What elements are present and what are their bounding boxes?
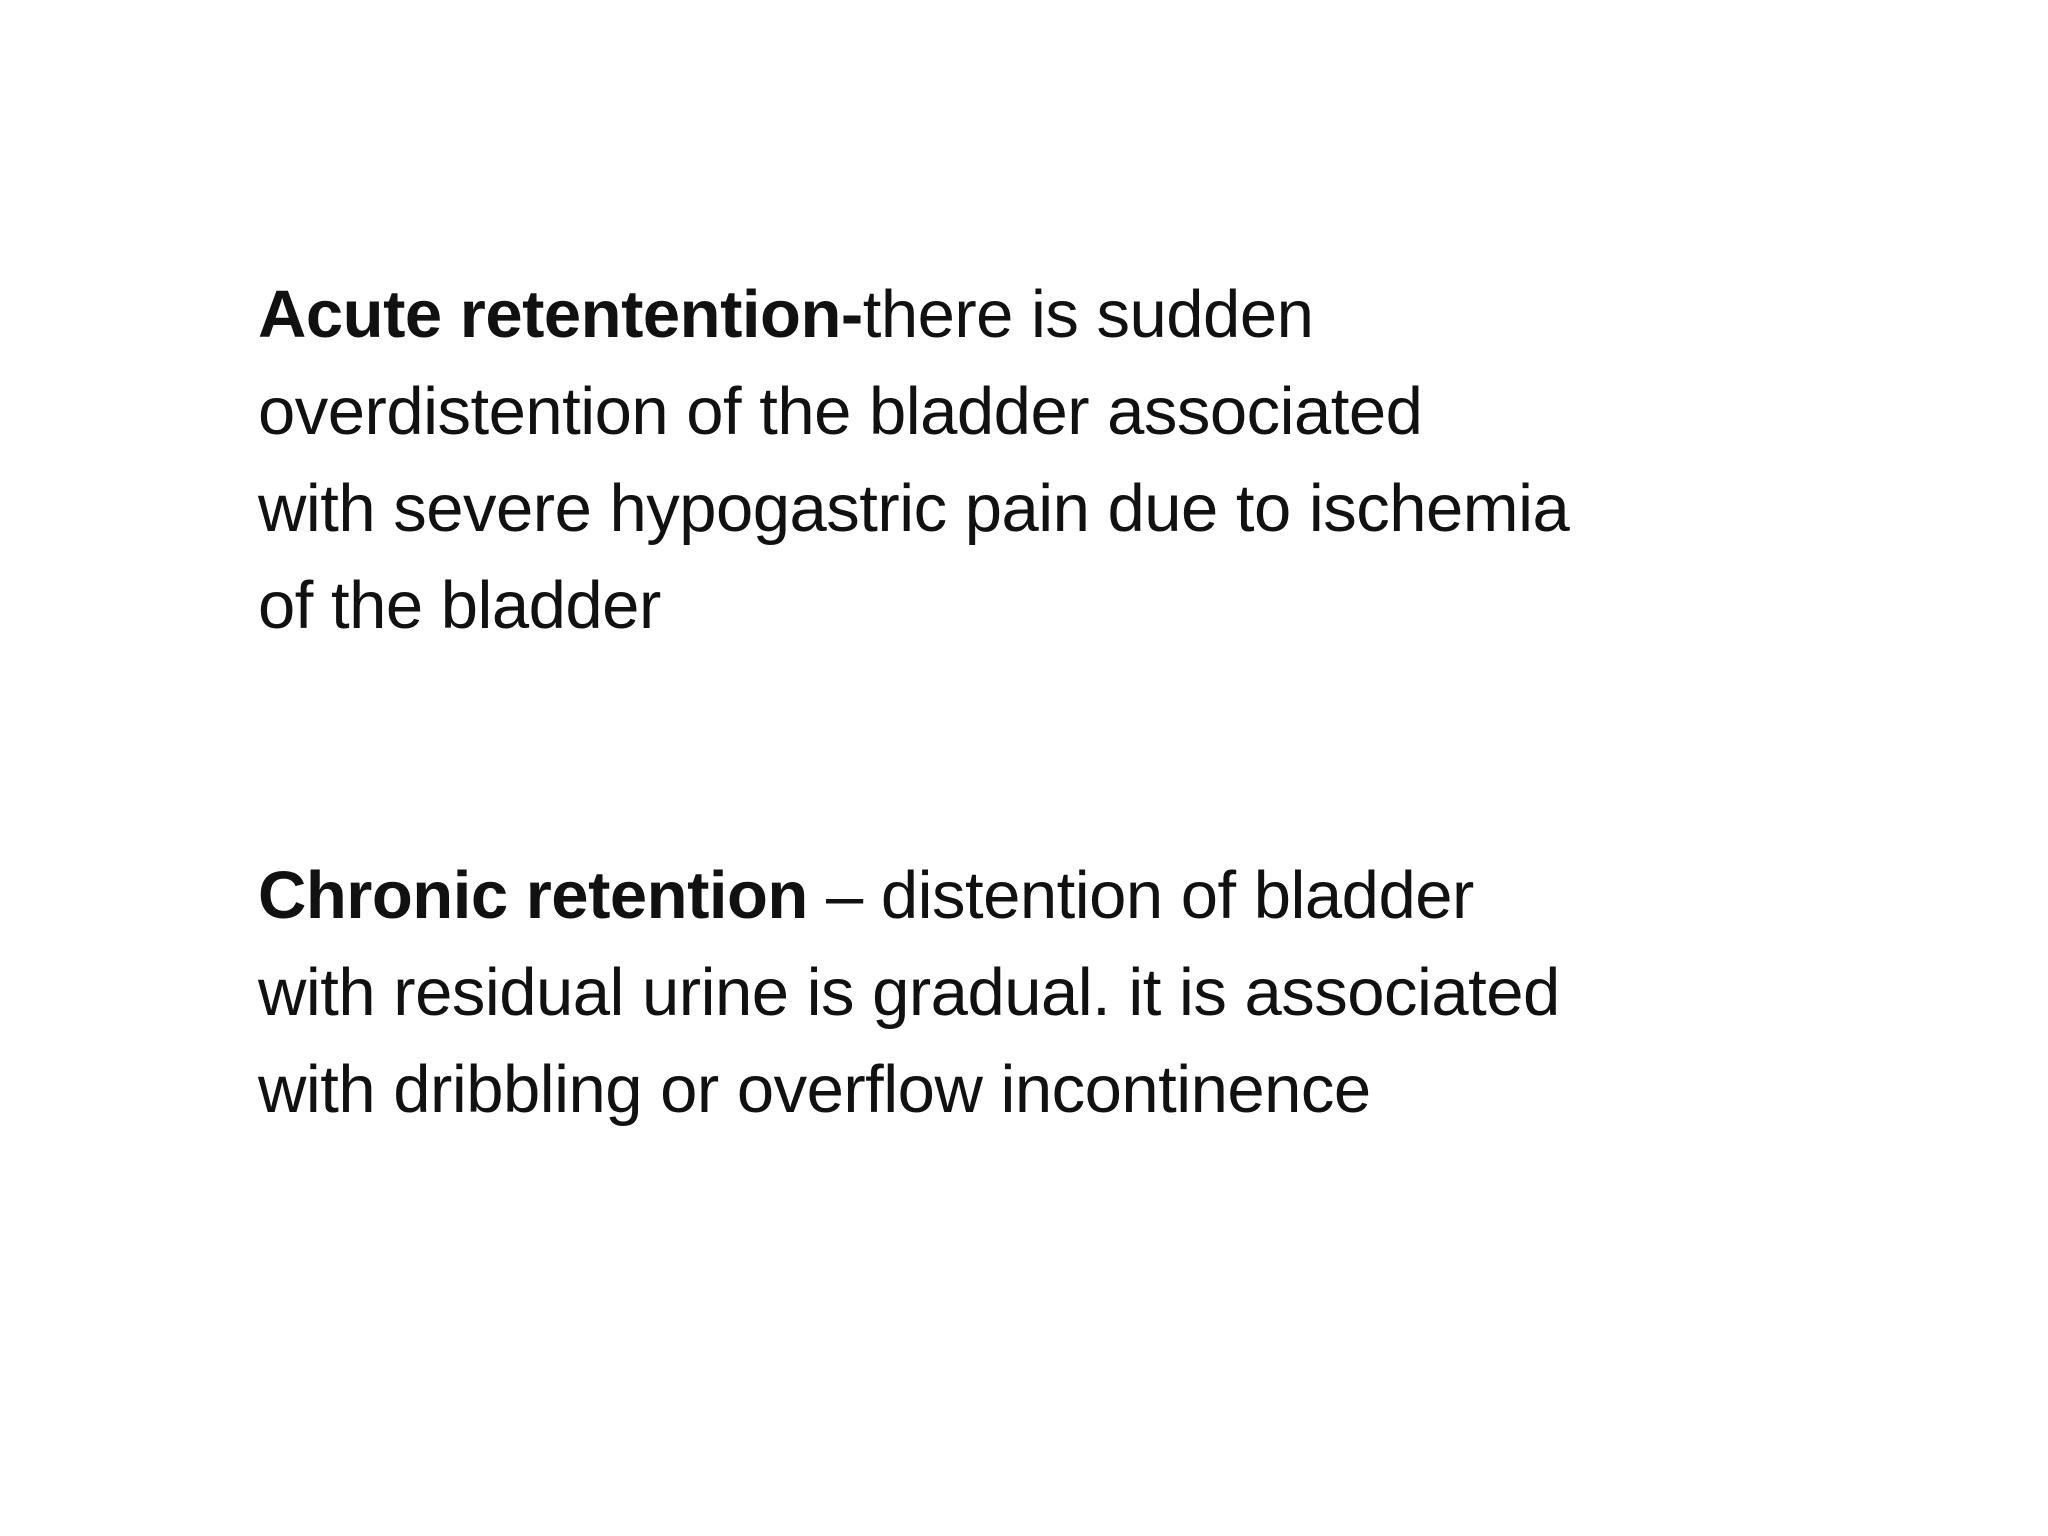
acute-line-2: overdistention of the bladder associated	[258, 374, 1423, 449]
chronic-line-1	[258, 847, 1818, 944]
chronic-retention-term: Chronic retention	[258, 858, 808, 933]
chronic-line-2: with residual urine is gradual. it is associated	[258, 955, 1560, 1030]
chronic-retention-paragraph	[258, 847, 1818, 1138]
acute-line-1-text: there is sudden	[862, 277, 1314, 352]
acute-line-1	[258, 266, 1818, 363]
acute-line-3: with severe hypogastric pain due to ischemia	[258, 471, 1570, 546]
acute-retention-term: Acute retentention-	[258, 277, 863, 352]
chronic-line-1-text: – distention of bladder	[807, 858, 1474, 933]
acute-retention-paragraph	[258, 266, 1818, 654]
acute-line-4: of the bladder	[258, 568, 661, 643]
chronic-line-3: with dribbling or overflow incontinence	[258, 1052, 1371, 1127]
